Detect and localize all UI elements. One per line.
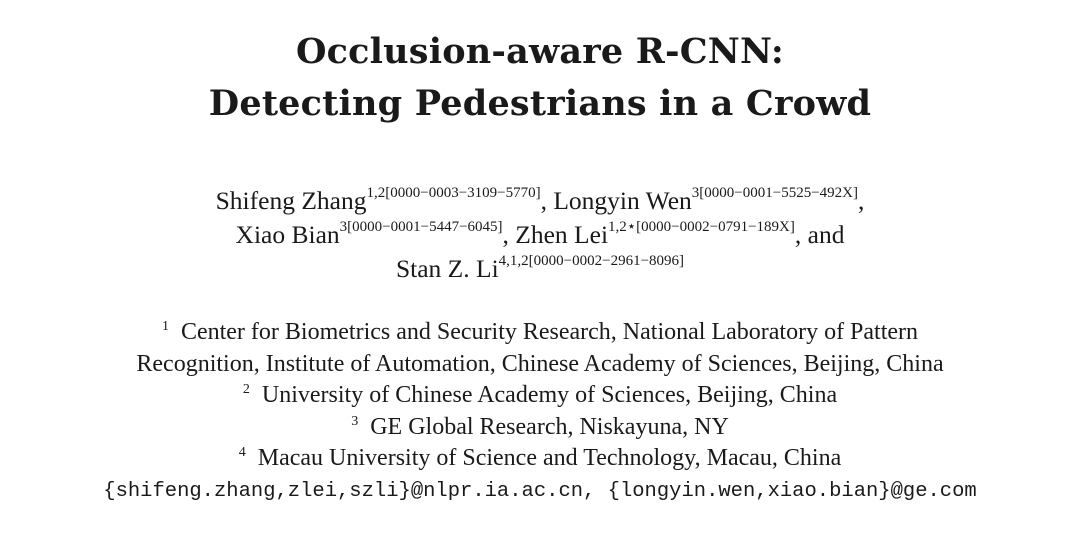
author-line-3 <box>0 252 1080 286</box>
author-separator: , <box>502 220 509 249</box>
affiliation-mark: 3 <box>351 413 359 429</box>
title-line-1: Occlusion-aware R-CNN: <box>295 31 785 72</box>
title-line-2: Detecting Pedestrians in a Crowd <box>208 83 872 124</box>
author-marks: 1,2⋆[0000−0002−0791−189X] <box>608 218 795 235</box>
email-addresses: {shifeng.zhang,zlei,szli}@nlpr.ia.ac.cn, {longyin.wen,xiao.bian}@ge.com <box>103 479 977 503</box>
author-marks: 3[0000−0001−5525−492X] <box>691 184 858 201</box>
affiliation-1: $^1$ Center for Biometrics and Security Research, National Laboratory of Pattern <box>161 319 919 345</box>
author-separator: , and <box>794 220 845 249</box>
author-list <box>0 184 1080 286</box>
affiliation-2: $^2$ University of Chinese Academy of Sciences, Beijing, China <box>242 382 838 408</box>
author-marks: 4,1,2[0000−0002−2961−8096] <box>498 252 685 269</box>
author-name: Longyin Wen <box>553 186 692 215</box>
affiliation-mark: 1 <box>161 319 169 334</box>
author-name: Shifeng Zhang <box>215 186 367 215</box>
affiliation-mark: 4 <box>238 445 246 460</box>
affiliation-list <box>0 317 1080 507</box>
author-marks: 1,2[0000−0003−3109−5770] <box>366 184 541 201</box>
affiliation-3: $^3$ GE Global Research, Niskayuna, NY <box>351 413 729 440</box>
author-line-2 <box>0 218 1080 252</box>
affiliation-4: $^4$ Macau University of Science and Technology, Macau, China <box>238 445 842 471</box>
affiliation-mark: 2 <box>242 382 250 397</box>
author-marks: 3[0000−0001−5447−6045] <box>339 218 503 235</box>
author-name: Stan Z. Li <box>395 254 499 283</box>
paper-title <box>0 26 1080 130</box>
author-separator: , <box>857 186 865 215</box>
author-name: Xiao Bian <box>235 220 340 249</box>
author-line-1 <box>0 184 1080 218</box>
affiliation-1-cont: Recognition, Institute of Automation, Chinese Academy of Sciences, Beijing, China <box>136 350 944 377</box>
author-name: Zhen Lei <box>515 220 609 249</box>
author-separator: , <box>540 186 547 215</box>
